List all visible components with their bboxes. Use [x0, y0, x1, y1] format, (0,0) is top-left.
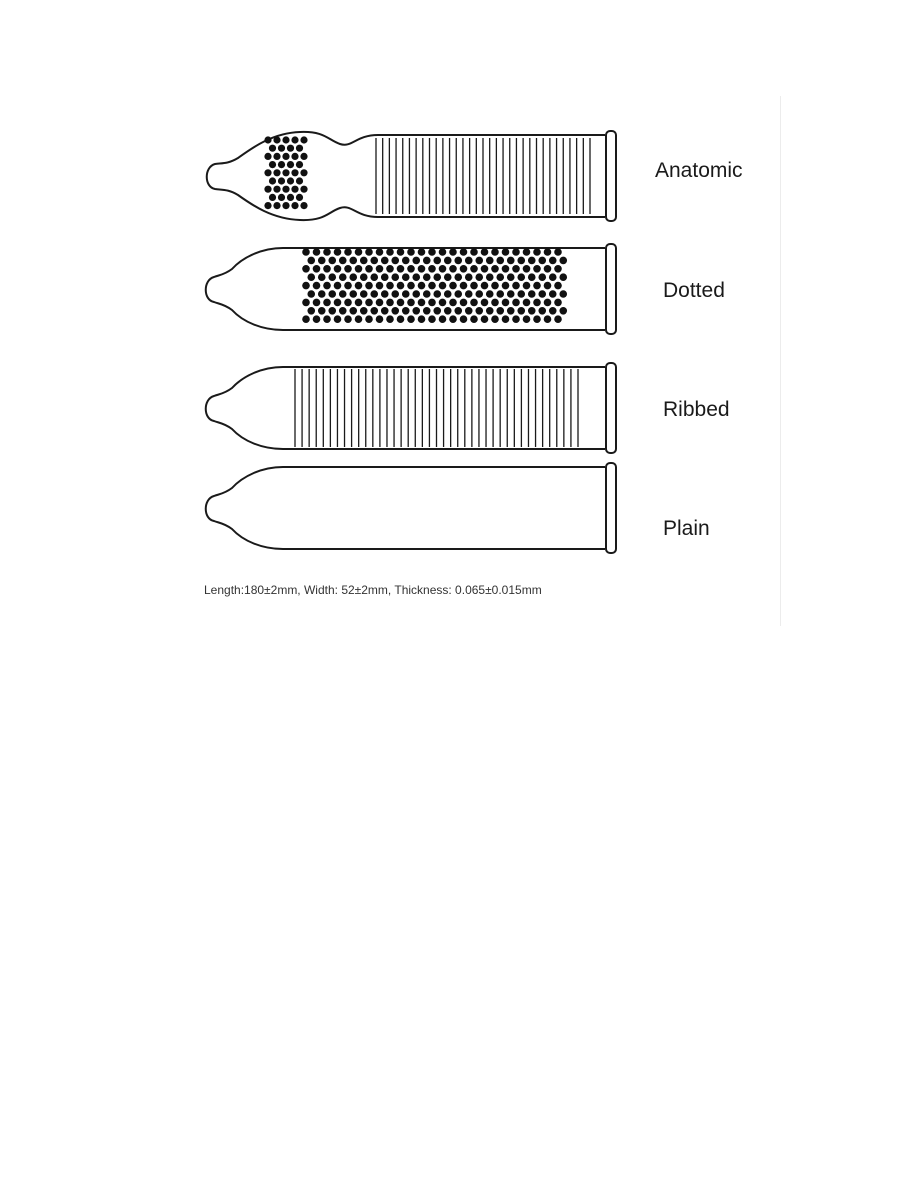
dot: [544, 265, 552, 273]
dot: [334, 299, 342, 307]
dot: [544, 315, 552, 323]
dot: [418, 299, 426, 307]
dot: [454, 257, 462, 265]
dot: [554, 265, 562, 273]
dot: [465, 257, 473, 265]
dot: [523, 315, 531, 323]
dot: [269, 194, 276, 201]
dot: [423, 273, 431, 281]
dot: [344, 315, 352, 323]
dot: [360, 307, 368, 315]
dot: [264, 186, 271, 193]
dot: [475, 307, 483, 315]
dot: [370, 290, 378, 298]
dot: [439, 248, 447, 256]
dot: [449, 299, 457, 307]
dot: [278, 145, 285, 152]
dot: [418, 248, 426, 256]
dot: [460, 282, 468, 290]
dot: [273, 169, 280, 176]
dot: [533, 282, 541, 290]
dot: [282, 136, 289, 143]
dot: [433, 273, 441, 281]
dot: [323, 299, 331, 307]
dot: [264, 169, 271, 176]
dot: [344, 265, 352, 273]
dot: [465, 290, 473, 298]
dot: [496, 307, 504, 315]
dot: [278, 177, 285, 184]
dot: [418, 265, 426, 273]
dot: [339, 290, 347, 298]
dot: [349, 307, 357, 315]
base-ring: [606, 244, 616, 334]
dot: [344, 282, 352, 290]
dot: [269, 145, 276, 152]
dot: [296, 177, 303, 184]
dot: [391, 290, 399, 298]
dot: [355, 299, 363, 307]
dot: [407, 248, 415, 256]
dot: [287, 194, 294, 201]
dot: [528, 257, 536, 265]
dot: [302, 315, 310, 323]
dot: [428, 315, 436, 323]
dot: [273, 136, 280, 143]
dot: [559, 273, 567, 281]
dot: [486, 273, 494, 281]
dot: [528, 307, 536, 315]
dot: [433, 257, 441, 265]
dot: [313, 282, 321, 290]
dot: [269, 161, 276, 168]
dot: [433, 307, 441, 315]
anatomic-condom-drawing: [207, 131, 616, 221]
dot: [269, 177, 276, 184]
dot: [287, 145, 294, 152]
dot: [365, 265, 373, 273]
base-ring: [606, 131, 616, 221]
dot: [481, 315, 489, 323]
dot: [323, 282, 331, 290]
dot: [291, 169, 298, 176]
dot: [313, 299, 321, 307]
dot: [428, 265, 436, 273]
dot: [454, 290, 462, 298]
dot: [386, 282, 394, 290]
dot: [264, 153, 271, 160]
dot: [313, 315, 321, 323]
dot: [273, 153, 280, 160]
dot: [300, 202, 307, 209]
dot: [502, 282, 510, 290]
dot: [533, 315, 541, 323]
dot: [481, 282, 489, 290]
dot: [328, 273, 336, 281]
dot: [428, 299, 436, 307]
dot: [544, 299, 552, 307]
dot: [507, 257, 515, 265]
dot: [428, 282, 436, 290]
dot: [559, 290, 567, 298]
dot: [512, 248, 520, 256]
dot: [397, 265, 405, 273]
dot: [418, 315, 426, 323]
dot: [460, 265, 468, 273]
dot: [386, 299, 394, 307]
dot: [449, 248, 457, 256]
dot: [300, 136, 307, 143]
dot: [412, 290, 420, 298]
dot: [523, 265, 531, 273]
dot: [475, 257, 483, 265]
dot: [460, 315, 468, 323]
dot: [402, 273, 410, 281]
ribbed-condom-drawing: [206, 363, 616, 453]
dot: [402, 257, 410, 265]
dot: [291, 186, 298, 193]
dot: [282, 169, 289, 176]
dot: [386, 248, 394, 256]
dot: [475, 273, 483, 281]
dot: [454, 273, 462, 281]
dot: [496, 257, 504, 265]
dot: [355, 265, 363, 273]
dot: [365, 299, 373, 307]
dot: [470, 282, 478, 290]
dot: [554, 248, 562, 256]
dot: [307, 273, 315, 281]
dot: [360, 257, 368, 265]
dot: [559, 307, 567, 315]
dot: [549, 290, 557, 298]
dot: [559, 257, 567, 265]
dot: [528, 290, 536, 298]
dot: [538, 290, 546, 298]
dot: [465, 307, 473, 315]
dot: [296, 145, 303, 152]
dot: [339, 273, 347, 281]
dot: [502, 248, 510, 256]
dot: [491, 248, 499, 256]
dot: [544, 248, 552, 256]
dot: [328, 307, 336, 315]
dot: [418, 282, 426, 290]
dot: [273, 202, 280, 209]
dot: [365, 315, 373, 323]
plain-condom-drawing: [206, 463, 616, 553]
dot: [528, 273, 536, 281]
dot: [355, 248, 363, 256]
dot: [291, 136, 298, 143]
dot: [386, 315, 394, 323]
dot: [407, 315, 415, 323]
dot: [287, 161, 294, 168]
dot: [370, 273, 378, 281]
dot: [402, 290, 410, 298]
dot: [381, 273, 389, 281]
dot: [538, 307, 546, 315]
dot: [323, 248, 331, 256]
dot: [507, 290, 515, 298]
dot: [460, 248, 468, 256]
dot: [323, 265, 331, 273]
dot: [376, 299, 384, 307]
dot: [376, 315, 384, 323]
dot: [278, 194, 285, 201]
dot: [349, 273, 357, 281]
dot: [439, 282, 447, 290]
dot: [391, 273, 399, 281]
dot: [491, 299, 499, 307]
dot: [318, 290, 326, 298]
dot: [282, 153, 289, 160]
dot: [554, 299, 562, 307]
dot: [444, 307, 452, 315]
dot: [302, 299, 310, 307]
dot: [334, 282, 342, 290]
dot: [481, 299, 489, 307]
dot: [402, 307, 410, 315]
dot: [344, 299, 352, 307]
label-dotted: Dotted: [663, 279, 725, 302]
dot: [397, 282, 405, 290]
dot: [481, 265, 489, 273]
dot: [296, 161, 303, 168]
dot: [444, 273, 452, 281]
dot: [391, 257, 399, 265]
dot: [291, 153, 298, 160]
dot: [439, 315, 447, 323]
dot: [439, 299, 447, 307]
dot: [370, 257, 378, 265]
dot: [507, 307, 515, 315]
dot: [544, 282, 552, 290]
dot: [376, 248, 384, 256]
dot: [439, 265, 447, 273]
dot: [407, 282, 415, 290]
dot: [491, 265, 499, 273]
dimensions-caption: Length:180±2mm, Width: 52±2mm, Thickness: 0.065±0.015mm: [204, 583, 542, 597]
dot: [300, 153, 307, 160]
base-ring: [606, 363, 616, 453]
dot: [397, 299, 405, 307]
dot: [433, 290, 441, 298]
dot: [264, 202, 271, 209]
dot: [486, 290, 494, 298]
dot: [523, 282, 531, 290]
dot: [365, 282, 373, 290]
dot: [302, 248, 310, 256]
dot: [318, 273, 326, 281]
dot: [496, 290, 504, 298]
dot: [523, 248, 531, 256]
dot: [449, 282, 457, 290]
dot: [381, 307, 389, 315]
dot: [470, 265, 478, 273]
dot: [486, 307, 494, 315]
dot: [328, 257, 336, 265]
dot: [296, 194, 303, 201]
dot: [307, 307, 315, 315]
dot: [360, 290, 368, 298]
dot: [470, 315, 478, 323]
dot: [538, 273, 546, 281]
dot: [486, 257, 494, 265]
dot: [538, 257, 546, 265]
label-anatomic: Anatomic: [655, 159, 743, 182]
label-ribbed: Ribbed: [663, 398, 730, 421]
outline: [206, 367, 605, 449]
dot: [512, 315, 520, 323]
dot: [517, 273, 525, 281]
dot: [287, 177, 294, 184]
dot: [512, 299, 520, 307]
dot: [302, 282, 310, 290]
dot: [523, 299, 531, 307]
dot: [470, 248, 478, 256]
dot: [533, 265, 541, 273]
dot: [412, 307, 420, 315]
dot: [407, 265, 415, 273]
dot: [491, 282, 499, 290]
dot: [376, 282, 384, 290]
dot: [412, 257, 420, 265]
dot: [376, 265, 384, 273]
dot: [397, 248, 405, 256]
dot: [349, 257, 357, 265]
dot: [470, 299, 478, 307]
dot: [391, 307, 399, 315]
dot: [481, 248, 489, 256]
dot: [549, 257, 557, 265]
dot: [460, 299, 468, 307]
dot: [502, 299, 510, 307]
dot: [282, 186, 289, 193]
dot: [449, 265, 457, 273]
dot: [386, 265, 394, 273]
label-plain: Plain: [663, 517, 710, 540]
dot: [533, 299, 541, 307]
dot: [278, 161, 285, 168]
dot: [444, 290, 452, 298]
dot: [449, 315, 457, 323]
dot: [282, 202, 289, 209]
dot: [328, 290, 336, 298]
dot: [291, 202, 298, 209]
dot: [512, 265, 520, 273]
dot: [360, 273, 368, 281]
dot: [355, 315, 363, 323]
dot: [334, 315, 342, 323]
dot: [512, 282, 520, 290]
dot: [549, 307, 557, 315]
dot: [423, 290, 431, 298]
dot: [517, 307, 525, 315]
dot: [307, 290, 315, 298]
dot: [344, 248, 352, 256]
dot: [365, 248, 373, 256]
dot: [318, 257, 326, 265]
dot: [355, 282, 363, 290]
dot: [300, 169, 307, 176]
dot: [318, 307, 326, 315]
dot: [502, 265, 510, 273]
dot: [502, 315, 510, 323]
dot: [412, 273, 420, 281]
dot: [381, 257, 389, 265]
dot: [465, 273, 473, 281]
dot: [397, 315, 405, 323]
dot: [407, 299, 415, 307]
dot: [517, 257, 525, 265]
dot: [370, 307, 378, 315]
dot: [313, 265, 321, 273]
dot: [428, 248, 436, 256]
dot: [507, 273, 515, 281]
dot: [339, 257, 347, 265]
dot: [444, 257, 452, 265]
dot: [334, 248, 342, 256]
dot: [381, 290, 389, 298]
dot: [454, 307, 462, 315]
dot: [423, 257, 431, 265]
outline: [206, 467, 605, 549]
dot: [533, 248, 541, 256]
dot: [554, 282, 562, 290]
dot: [496, 273, 504, 281]
dot: [475, 290, 483, 298]
dot: [554, 315, 562, 323]
dotted-condom-drawing: [206, 244, 616, 334]
base-ring: [606, 463, 616, 553]
dot: [300, 186, 307, 193]
dot: [273, 186, 280, 193]
dot: [313, 248, 321, 256]
dot: [264, 136, 271, 143]
dot: [302, 265, 310, 273]
dot: [517, 290, 525, 298]
dot: [423, 307, 431, 315]
dot: [307, 257, 315, 265]
dot: [549, 273, 557, 281]
dot: [323, 315, 331, 323]
dot: [334, 265, 342, 273]
dot: [339, 307, 347, 315]
dot: [349, 290, 357, 298]
dot: [491, 315, 499, 323]
